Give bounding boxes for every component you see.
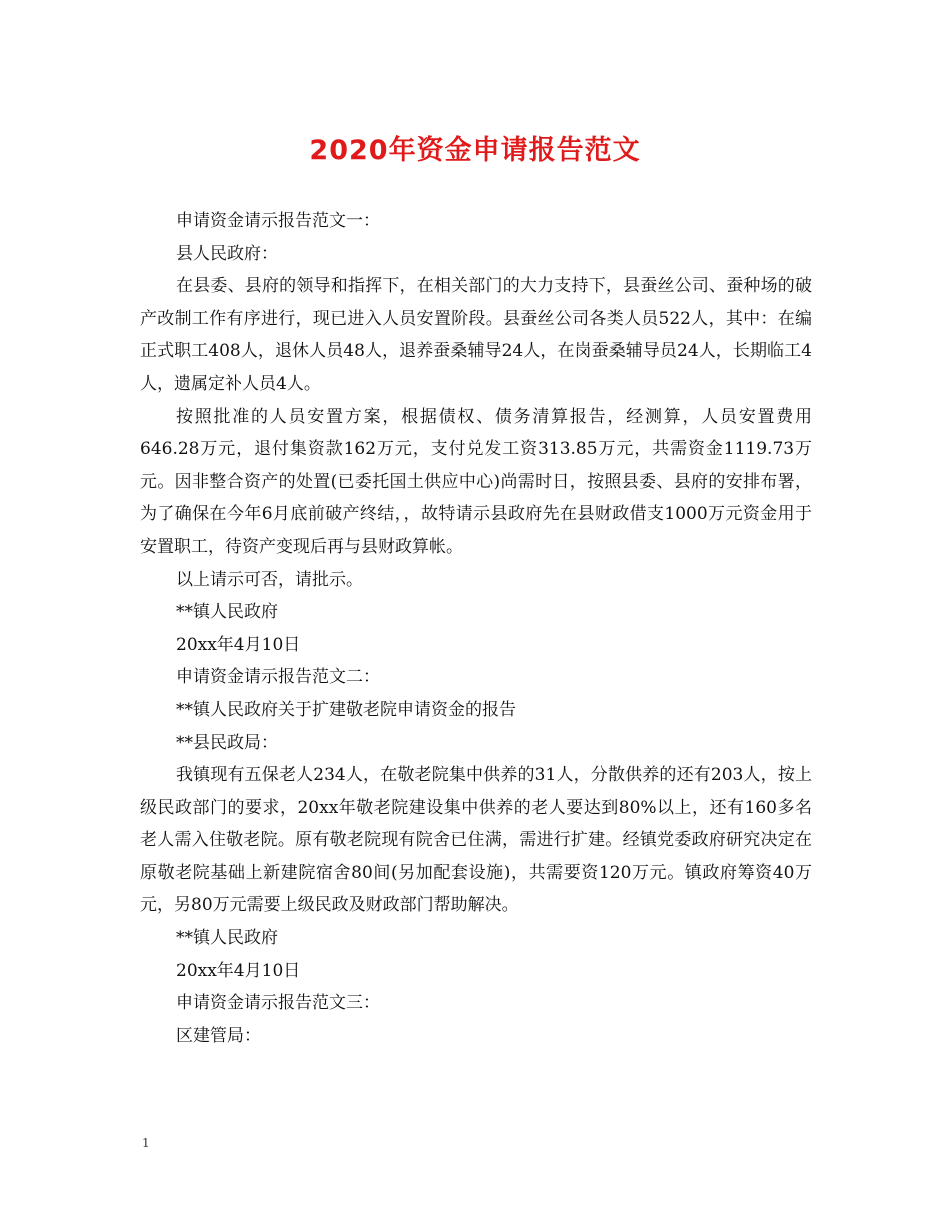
- document-title: 2020年资金申请报告范文: [309, 135, 641, 166]
- paragraph-signature: **镇人民政府: [176, 928, 278, 949]
- paragraph-date: 20xx年4月10日: [176, 960, 301, 981]
- paragraph-addressee-3: 区建管局：: [176, 1025, 261, 1046]
- paragraph-heading-1: 申请资金请示报告范文一：: [176, 211, 380, 231]
- paragraph-report-title: **镇人民政府关于扩建敬老院申请资金的报告: [176, 699, 516, 720]
- paragraph-body: 我镇现有五保老人234人，在敬老院集中供养的31人，分散供养的还有203人，按上级民政部门的要求，20xx年敬老院建设集中供养的老人要达到80%以上，还有160多名老人需入住敬老院。原有敬老院现有院舍已住满，需进行扩建。经镇党委政府研究决定在原敬老院基础上新建院宿舍80间(另加配套设施)，共需要资120万元。镇政府筹资40万元，另80万元需要上级民政及财政部门帮助解决。: [140, 765, 812, 916]
- page-number: 1: [142, 1136, 150, 1150]
- paragraph-heading-2: 申请资金请示报告范文二：: [176, 667, 380, 688]
- paragraph-addressee-2: **县民政局：: [176, 732, 278, 753]
- paragraph-addressee-1: 县人民政府：: [176, 243, 278, 264]
- paragraph-closing: 以上请示可否，请批示。: [176, 569, 363, 590]
- paragraph-date: 20xx年4月10日: [176, 634, 301, 655]
- paragraph-body: 在县委、县府的领导和指挥下，在相关部门的大力支持下，县蚕丝公司、蚕种场的破产改制工作有序进行，现已进入人员安置阶段。县蚕丝公司各类人员522人，其中：在编正式职工408人，退休人员48人，退养蚕桑辅导24人，在岗蚕桑辅导员24人，长期临工4人，遗属定补人员4人。: [140, 276, 812, 394]
- document-body: [140, 205, 812, 1052]
- paragraph-signature: **镇人民政府: [176, 602, 278, 623]
- paragraph-body: 按照批准的人员安置方案，根据债权、债务清算报告，经测算，人员安置费用646.28万元，退付集资款162万元，支付兑发工资313.85万元，共需资金1119.73万元。因非整合资产的处置(已委托国土供应中心)尚需时日，按照县委、县府的安排布署，为了确保在今年6月底前破产终结，，故特请示县政府先在县财政借支1000万元资金用于安置职工，待资产变现后再与县财政算帐。: [140, 406, 812, 557]
- paragraph-heading-3: 申请资金请示报告范文三：: [176, 993, 380, 1014]
